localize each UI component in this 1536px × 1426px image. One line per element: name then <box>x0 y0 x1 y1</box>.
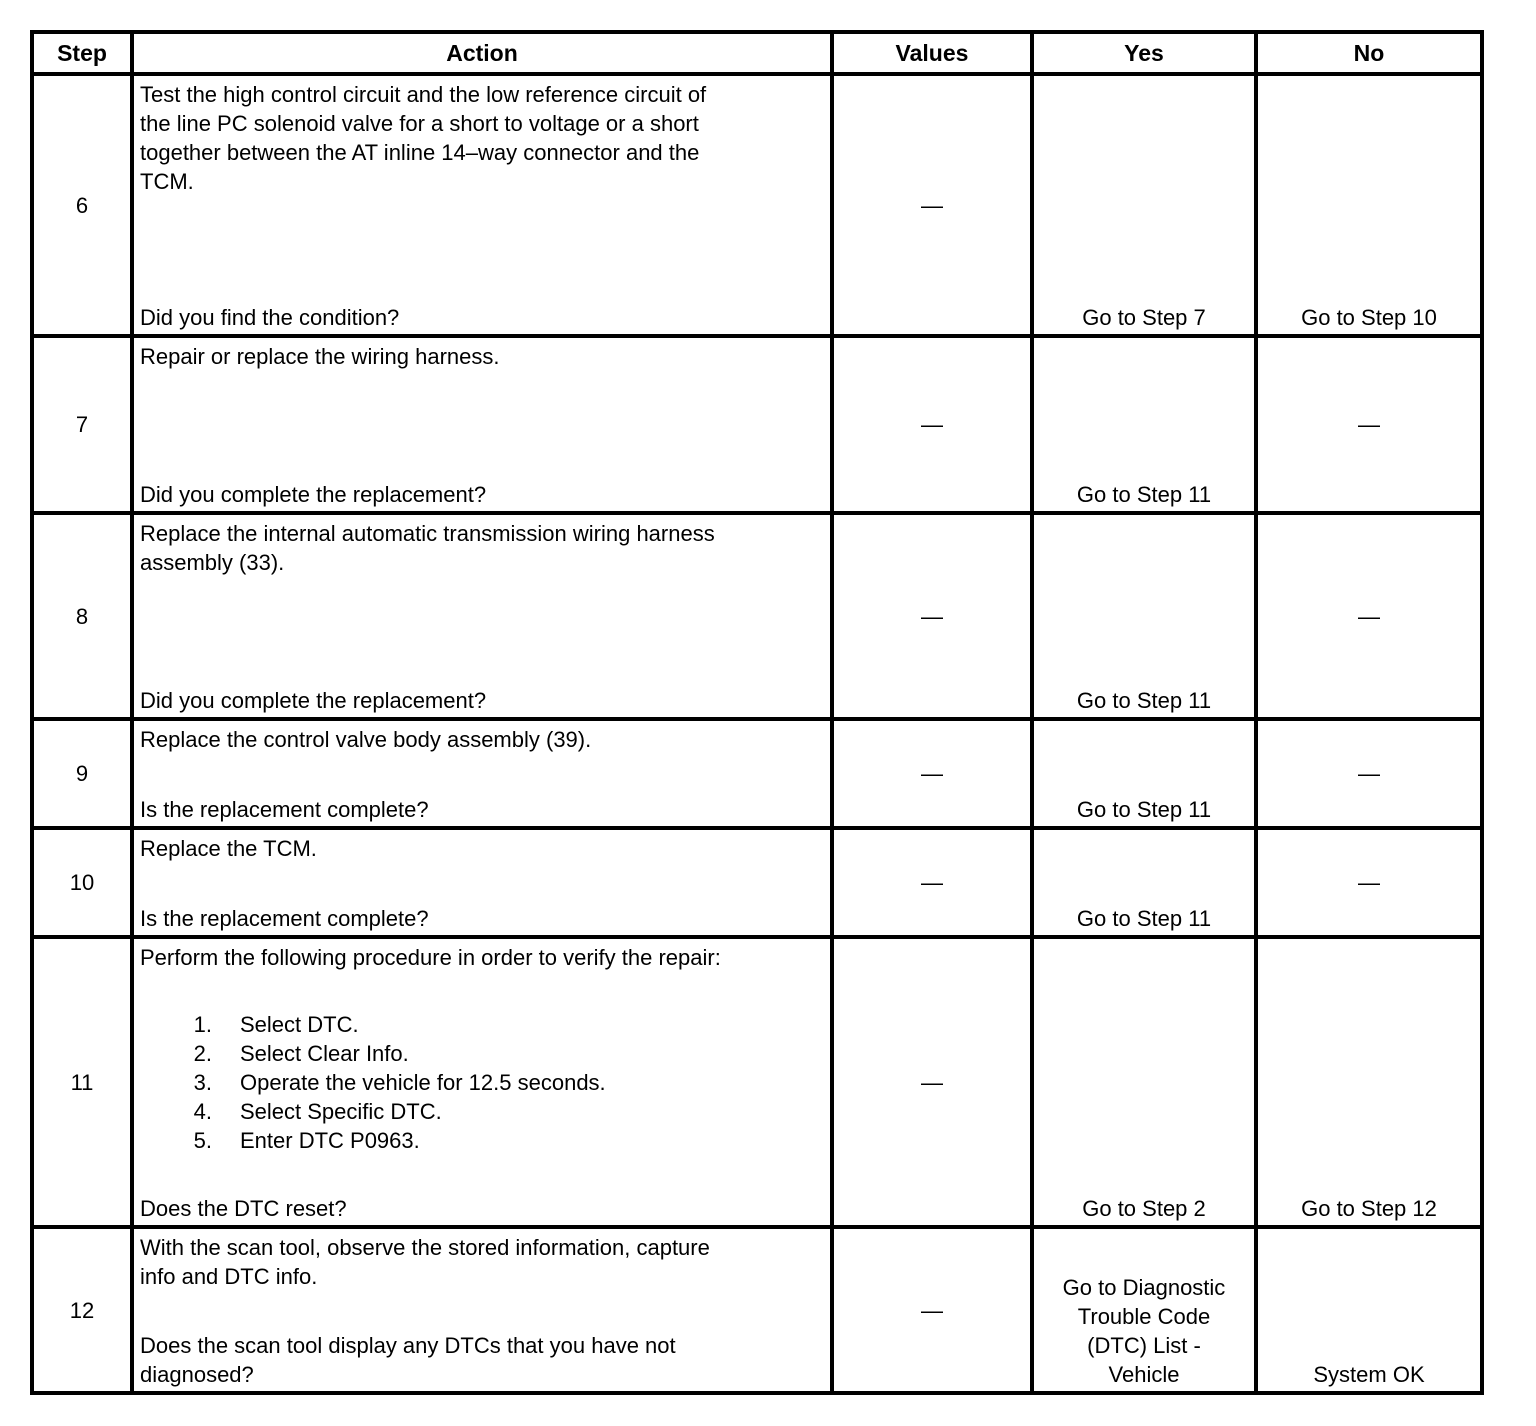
yes-cell: Go to Step 11 <box>1032 719 1256 828</box>
action-question: Is the replacement complete? <box>140 797 429 822</box>
list-item-text: Select DTC. <box>240 1012 359 1037</box>
values-cell: — <box>832 937 1032 1227</box>
no-cell: Go to Step 12 <box>1256 937 1482 1227</box>
step-number: 10 <box>32 828 132 937</box>
action-text <box>140 725 824 754</box>
no-cell: — <box>1256 719 1482 828</box>
table-row-step-10 <box>32 828 1482 937</box>
action-cell <box>132 74 832 336</box>
action-cell <box>132 1227 832 1393</box>
action-question-line: Does the scan tool display any DTCs that you have not <box>140 1333 676 1358</box>
yes-cell: Go to Step 7 <box>1032 74 1256 336</box>
values-cell: — <box>832 336 1032 513</box>
list-item <box>140 1126 824 1155</box>
yes-line: Go to Diagnostic <box>1062 1275 1226 1300</box>
list-item-number: 2. <box>193 1041 212 1066</box>
yes-cell <box>1032 1227 1256 1393</box>
list-item <box>140 1039 824 1068</box>
step-number: 9 <box>32 719 132 828</box>
action-line: assembly (33). <box>140 550 285 575</box>
no-cell: — <box>1256 513 1482 719</box>
action-line: Perform the following procedure in order to verify the repair: <box>140 945 721 970</box>
action-line: info and DTC info. <box>140 1264 318 1289</box>
table-row-step-6 <box>32 74 1482 336</box>
header-no: No <box>1256 32 1482 74</box>
yes-line: Vehicle <box>1108 1362 1180 1387</box>
action-text <box>140 943 824 1155</box>
step-number: 8 <box>32 513 132 719</box>
list-item <box>140 1068 824 1097</box>
action-line: together between the AT inline 14–way connector and the <box>140 140 700 165</box>
header-row <box>32 32 1482 74</box>
yes-cell: Go to Step 11 <box>1032 336 1256 513</box>
action-text <box>140 1233 824 1291</box>
step-number: 12 <box>32 1227 132 1393</box>
action-line: Replace the TCM. <box>140 836 317 861</box>
action-question: Did you complete the replacement? <box>140 482 487 507</box>
list-item-text: Enter DTC P0963. <box>240 1128 420 1153</box>
action-question: Does the DTC reset? <box>140 1196 347 1221</box>
table-row-step-7 <box>32 336 1482 513</box>
action-line: the line PC solenoid valve for a short to voltage or a short <box>140 111 699 136</box>
action-text <box>140 519 824 577</box>
action-question: Is the replacement complete? <box>140 906 429 931</box>
action-question-line: diagnosed? <box>140 1362 254 1387</box>
yes-line: Trouble Code <box>1077 1304 1211 1329</box>
header-step: Step <box>32 32 132 74</box>
action-line: With the scan tool, observe the stored information, capture <box>140 1235 710 1260</box>
values-cell: — <box>832 1227 1032 1393</box>
action-question: Did you complete the replacement? <box>140 688 487 713</box>
step-number: 6 <box>32 74 132 336</box>
list-item-text: Select Clear Info. <box>240 1041 409 1066</box>
header-yes: Yes <box>1032 32 1256 74</box>
action-line: Replace the control valve body assembly (39). <box>140 727 592 752</box>
values-cell: — <box>832 74 1032 336</box>
action-text <box>140 342 824 371</box>
procedure-list <box>140 1010 824 1155</box>
action-line: Repair or replace the wiring harness. <box>140 344 500 369</box>
list-item-text: Select Specific DTC. <box>240 1099 442 1124</box>
step-number: 7 <box>32 336 132 513</box>
no-cell: — <box>1256 828 1482 937</box>
yes-cell: Go to Step 11 <box>1032 513 1256 719</box>
list-item <box>140 1097 824 1126</box>
no-cell: — <box>1256 336 1482 513</box>
yes-cell: Go to Step 2 <box>1032 937 1256 1227</box>
header-values: Values <box>832 32 1032 74</box>
yes-cell: Go to Step 11 <box>1032 828 1256 937</box>
list-item-text: Operate the vehicle for 12.5 seconds. <box>240 1070 606 1095</box>
values-cell: — <box>832 719 1032 828</box>
table-row-step-12 <box>32 1227 1482 1393</box>
action-line: Test the high control circuit and the low reference circuit of <box>140 82 707 107</box>
list-item-number: 3. <box>193 1070 212 1095</box>
step-number: 11 <box>32 937 132 1227</box>
table-row-step-9 <box>32 719 1482 828</box>
action-question: Did you find the condition? <box>140 305 400 330</box>
yes-line: (DTC) List - <box>1087 1333 1201 1358</box>
header-action: Action <box>132 32 832 74</box>
action-text <box>140 834 824 863</box>
action-question <box>140 1331 824 1389</box>
values-cell: — <box>832 828 1032 937</box>
action-line: TCM. <box>140 169 194 194</box>
values-cell: — <box>832 513 1032 719</box>
no-cell: System OK <box>1256 1227 1482 1393</box>
action-text <box>140 80 824 196</box>
list-item-number: 1. <box>193 1012 212 1037</box>
no-cell: Go to Step 10 <box>1256 74 1482 336</box>
action-line: Replace the internal automatic transmission wiring harness <box>140 521 715 546</box>
list-item <box>140 1010 824 1039</box>
action-cell <box>132 828 832 937</box>
list-item-number: 4. <box>193 1099 212 1124</box>
table-row-step-8 <box>32 513 1482 719</box>
action-cell <box>132 719 832 828</box>
table-row-step-11 <box>32 937 1482 1227</box>
action-cell <box>132 336 832 513</box>
action-cell <box>132 513 832 719</box>
list-item-number: 5. <box>193 1128 212 1153</box>
action-cell <box>132 937 832 1227</box>
diagnostic-table <box>30 30 1484 1395</box>
